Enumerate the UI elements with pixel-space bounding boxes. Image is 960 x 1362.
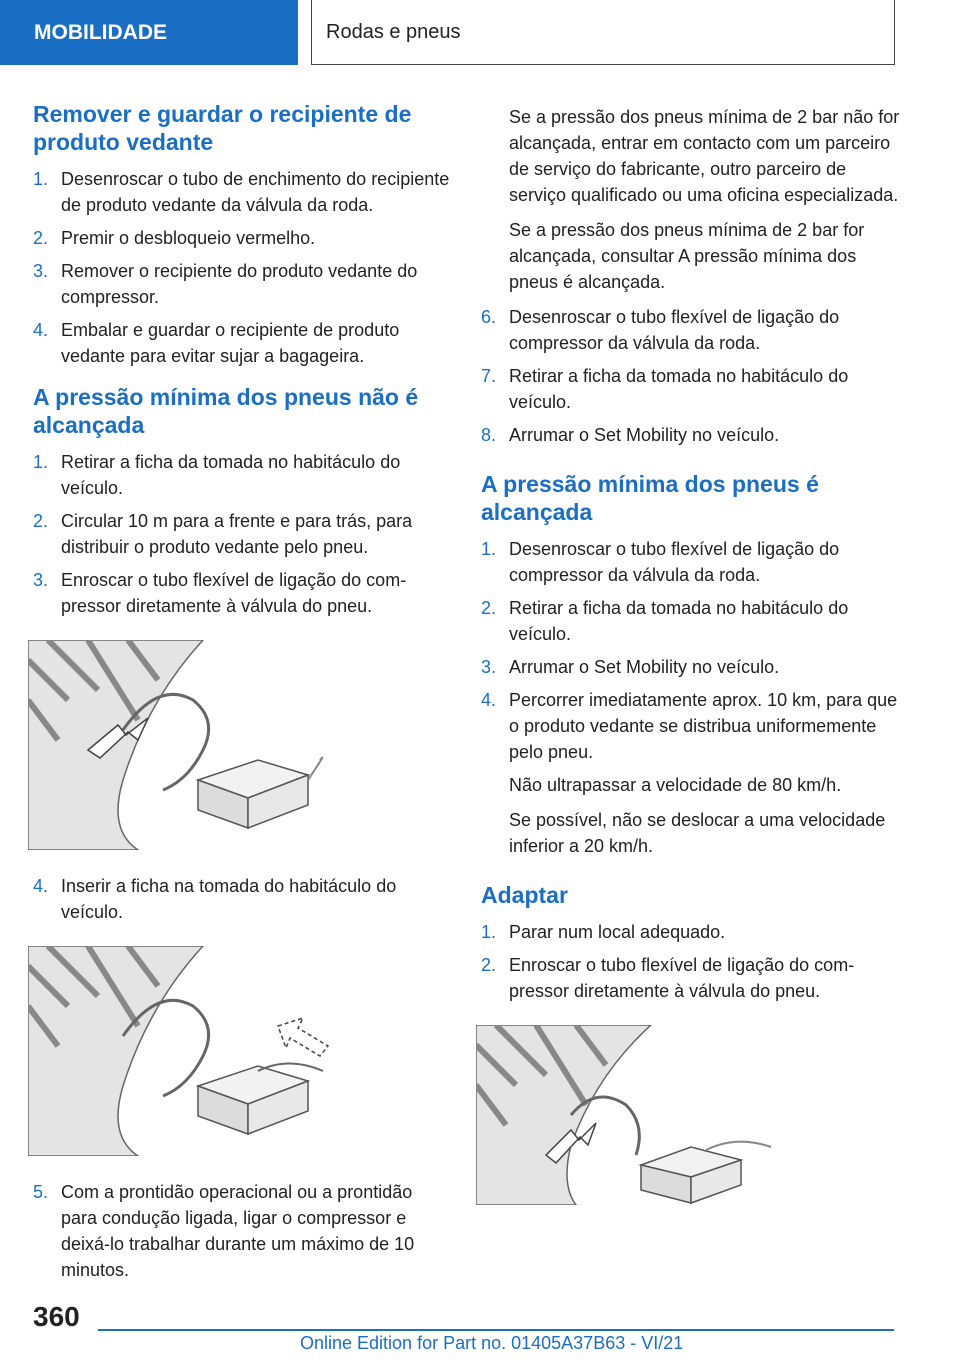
step-number: 3.	[33, 570, 49, 590]
section-heading: Adaptar	[481, 882, 568, 908]
step-item	[481, 422, 901, 448]
step-number: 6.	[481, 307, 497, 327]
step-number: 4.	[33, 876, 49, 896]
continuation-text: Se a pressão dos pneus mínima de 2 bar for alcançada, consultar A pressão mínima dos pneus é alcançada.	[509, 220, 865, 292]
illustration-compressor-valve	[476, 1025, 796, 1205]
step-number: 4.	[33, 320, 49, 340]
edition-text: Online Edition for Part no. 01405A37B63 - VI/21	[300, 1333, 684, 1353]
step-text: Inserir a ficha na tomada do habitáculo do veículo.	[61, 876, 397, 922]
step-list	[481, 536, 901, 765]
step-text: Retirar a ficha da tomada no habitáculo do veículo.	[509, 366, 849, 412]
step-text: Embalar e guardar o recipiente de produto vedante para evitar sujar a bagageira.	[61, 320, 400, 366]
section-remove-container	[33, 100, 453, 369]
step-item	[33, 449, 453, 501]
step-number: 2.	[33, 511, 49, 531]
step-number: 1.	[33, 452, 49, 472]
step-list	[481, 919, 901, 1004]
step-text: Desenroscar o tubo flexível de ligação do compressor da válvula da roda.	[509, 539, 840, 585]
step-number: 4.	[481, 690, 497, 710]
step-list	[33, 449, 453, 619]
step-list	[33, 873, 453, 925]
step-number: 2.	[481, 955, 497, 975]
step-number: 2.	[33, 228, 49, 248]
step-item	[33, 166, 453, 218]
note-text: Não ultrapassar a velocidade de 80 km/h.	[509, 775, 842, 795]
step-item	[481, 654, 901, 680]
illustration-compressor-plug	[28, 946, 348, 1156]
step-text: Com a prontidão operacional ou a prontidão para condução ligada, ligar o compressor e deixá-lo trabalhar durante um máximo de 10 minutos.	[61, 1182, 415, 1280]
step-number: 1.	[481, 922, 497, 942]
step-item	[481, 952, 901, 1004]
step-text: Retirar a ficha da tomada no habitáculo do veículo.	[509, 598, 849, 644]
step-number: 3.	[33, 261, 49, 281]
step-text: Arrumar o Set Mobility no veículo.	[509, 657, 780, 677]
step-text: Remover o recipiente do produto vedante do compressor.	[61, 261, 418, 307]
step-number: 2.	[481, 598, 497, 618]
chapter-title: Rodas e pneus	[326, 20, 461, 43]
step-text: Enroscar o tubo flexível de ligação do compressor diretamente à válvula do pneu.	[509, 955, 855, 1001]
step-text: Percorrer imediatamente aprox. 10 km, para que o produto vedante se distribua uniformemente pelo pneu.	[509, 690, 898, 762]
step-number: 5.	[33, 1182, 49, 1202]
page-number: 360	[33, 1301, 80, 1332]
step-item	[481, 536, 901, 588]
step-list	[33, 1179, 453, 1283]
section-heading: A pressão mínima dos pneus é alcançada	[481, 471, 819, 525]
step-item	[481, 363, 901, 415]
step-list	[33, 166, 453, 369]
section-title: MOBILIDADE	[34, 20, 167, 44]
step-text: Premir o desbloqueio vermelho.	[61, 228, 316, 248]
illustration-compressor-valve	[28, 640, 348, 850]
section-tab	[0, 0, 298, 65]
step-text: Enroscar o tubo flexível de ligação do compressor diretamente à válvula do pneu.	[61, 570, 407, 616]
step-text: Parar num local adequado.	[509, 922, 726, 942]
step-item	[481, 595, 901, 647]
step-item	[33, 1179, 453, 1283]
step-text: Arrumar o Set Mobility no veículo.	[509, 425, 780, 445]
step-item	[481, 687, 901, 765]
note-text: Se possível, não se deslocar a uma velocidade inferior a 20 km/h.	[509, 810, 886, 856]
right-column	[481, 104, 901, 1242]
section-heading: Remover e guardar o recipiente de produto vedante	[33, 101, 412, 155]
step-item	[481, 919, 901, 945]
step-item	[481, 304, 901, 356]
step-item	[33, 873, 453, 925]
step-number: 3.	[481, 657, 497, 677]
step-text: Circular 10 m para a frente e para trás, para distribuir o produto vedante pelo pneu.	[61, 511, 413, 557]
step-text: Desenroscar o tubo de enchimento do recipiente de produto vedante da válvula da roda.	[61, 169, 450, 215]
footer-divider	[98, 1329, 894, 1331]
step-text: Desenroscar o tubo flexível de ligação do compressor da válvula da roda.	[509, 307, 840, 353]
step-number: 1.	[33, 169, 49, 189]
step-item	[33, 258, 453, 310]
step-item	[33, 567, 453, 619]
step-list	[481, 304, 901, 448]
section-heading: A pressão mínima dos pneus não é alcançada	[33, 384, 419, 438]
step-item	[33, 317, 453, 369]
step-text: Retirar a ficha da tomada no habitáculo do veículo.	[61, 452, 401, 498]
step-number: 8.	[481, 425, 497, 445]
continuation-text: Se a pressão dos pneus mínima de 2 bar não for alcançada, entrar em contacto com um parceiro de serviço do fabricante, outro parceiro de serviço qualificado ou uma oficina especializada.	[509, 107, 900, 205]
step-number: 7.	[481, 366, 497, 386]
section-pressure-not-reached	[33, 383, 453, 1283]
section-adapt	[481, 881, 901, 1228]
step-item	[33, 508, 453, 560]
section-pressure-reached	[481, 470, 901, 859]
step-item	[33, 225, 453, 251]
step-number: 1.	[481, 539, 497, 559]
chapter-header	[311, 0, 895, 65]
left-column	[33, 100, 453, 1297]
